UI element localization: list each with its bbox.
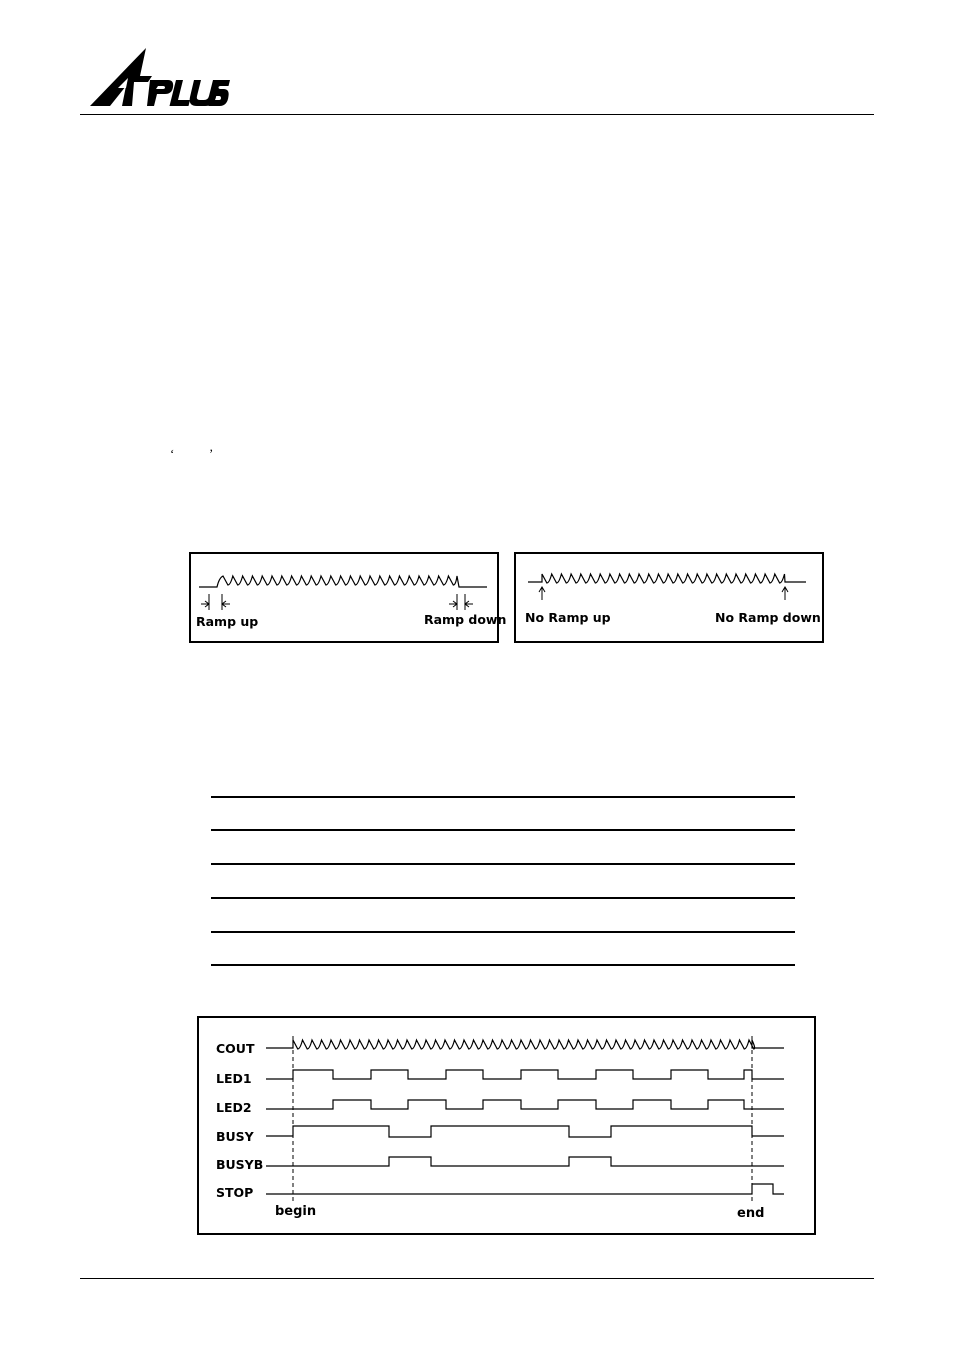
table-row-rule (211, 829, 795, 831)
footer-rule (80, 1278, 874, 1279)
no-ramp-up-label: No Ramp up (525, 610, 611, 625)
trace-busyb (266, 1157, 784, 1166)
trace-stop (266, 1184, 784, 1194)
no-ramp-waveform (516, 554, 822, 641)
trace-busy (266, 1126, 784, 1137)
timing-diagram-box (197, 1016, 816, 1235)
signal-label-cout: COUT (216, 1041, 255, 1056)
logo-text: 4PLUS (88, 46, 92, 47)
quote-close: ’ (209, 446, 214, 461)
trace-led1 (266, 1070, 784, 1079)
ramp-up-label: Ramp up (196, 614, 259, 629)
begin-label: begin (275, 1204, 317, 1219)
no-ramp-figure-box (514, 552, 824, 643)
ramp-down-label: Ramp down (424, 612, 507, 627)
signal-label-led1: LED1 (216, 1071, 252, 1086)
aplus-logo (88, 46, 230, 110)
table-top-rule (211, 796, 795, 798)
signal-label-busyb: BUSYB (216, 1157, 264, 1172)
signal-label-stop: STOP (216, 1185, 254, 1200)
signal-label-led2: LED2 (216, 1100, 252, 1115)
end-label: end (737, 1206, 765, 1221)
table-row-rule (211, 931, 795, 933)
header-rule (80, 114, 874, 115)
quote-open: ‘ (170, 446, 175, 461)
table-row-rule (211, 863, 795, 865)
table-row-rule (211, 897, 795, 899)
trace-led2 (266, 1100, 784, 1109)
no-ramp-down-label: No Ramp down (715, 610, 821, 625)
signal-label-busy: BUSY (216, 1129, 254, 1144)
timing-diagram (199, 1018, 814, 1233)
ramp-waveform (191, 554, 507, 641)
ramp-figure-box (189, 552, 507, 643)
table-bottom-rule (211, 964, 795, 966)
trace-cout (266, 1040, 784, 1049)
